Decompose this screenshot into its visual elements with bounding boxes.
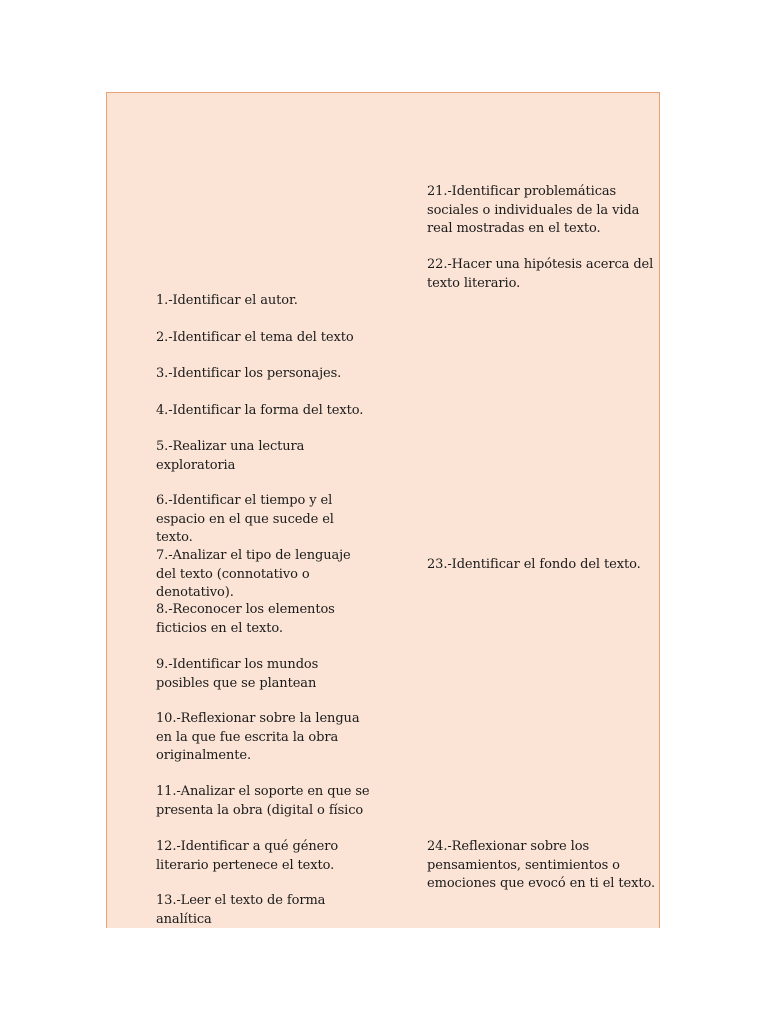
list-item: 7.-Analizar el tipo de lenguaje del texto (connotativo o denotativo). (156, 548, 351, 600)
list-item: 6.-Identificar el tiempo y el espacio en el que sucede el texto. (156, 493, 334, 545)
list-item: 10.-Reflexionar sobre la lengua en la que fue escrita la obra originalmente. (156, 711, 360, 763)
list-item: 13.-Leer el texto de forma analítica (156, 893, 326, 927)
list-item: 22.-Hacer una hipótesis acerca del texto literario. (427, 257, 654, 291)
list-item: 4.-Identificar la forma del texto. (156, 403, 364, 418)
list-item: 8.-Reconocer los elementos ficticios en el texto. (156, 602, 335, 636)
list-item: 5.-Realizar una lectura exploratoria (156, 439, 305, 473)
list-item: 3.-Identificar los personajes. (156, 366, 342, 381)
list-item: 1.-Identificar el autor. (156, 293, 298, 308)
list-item: 9.-Identificar los mundos posibles que se plantean (156, 657, 319, 691)
list-item: 24.-Reflexionar sobre los pensamientos, sentimientos o emociones que evocó en ti el texto. (427, 839, 656, 891)
list-item: 12.-Identificar a qué género literario pertenece el texto. (156, 839, 339, 873)
list-item: 21.-Identificar problemáticas sociales o individuales de la vida real mostradas en el texto. (427, 184, 640, 236)
list-item: 23.-Identificar el fondo del texto. (427, 557, 641, 572)
list-item: 2.-Identificar el tema del texto (156, 330, 354, 345)
document-page (106, 92, 660, 928)
list-item: 11.-Analizar el soporte en que se presenta la obra (digital o físico (156, 784, 370, 818)
